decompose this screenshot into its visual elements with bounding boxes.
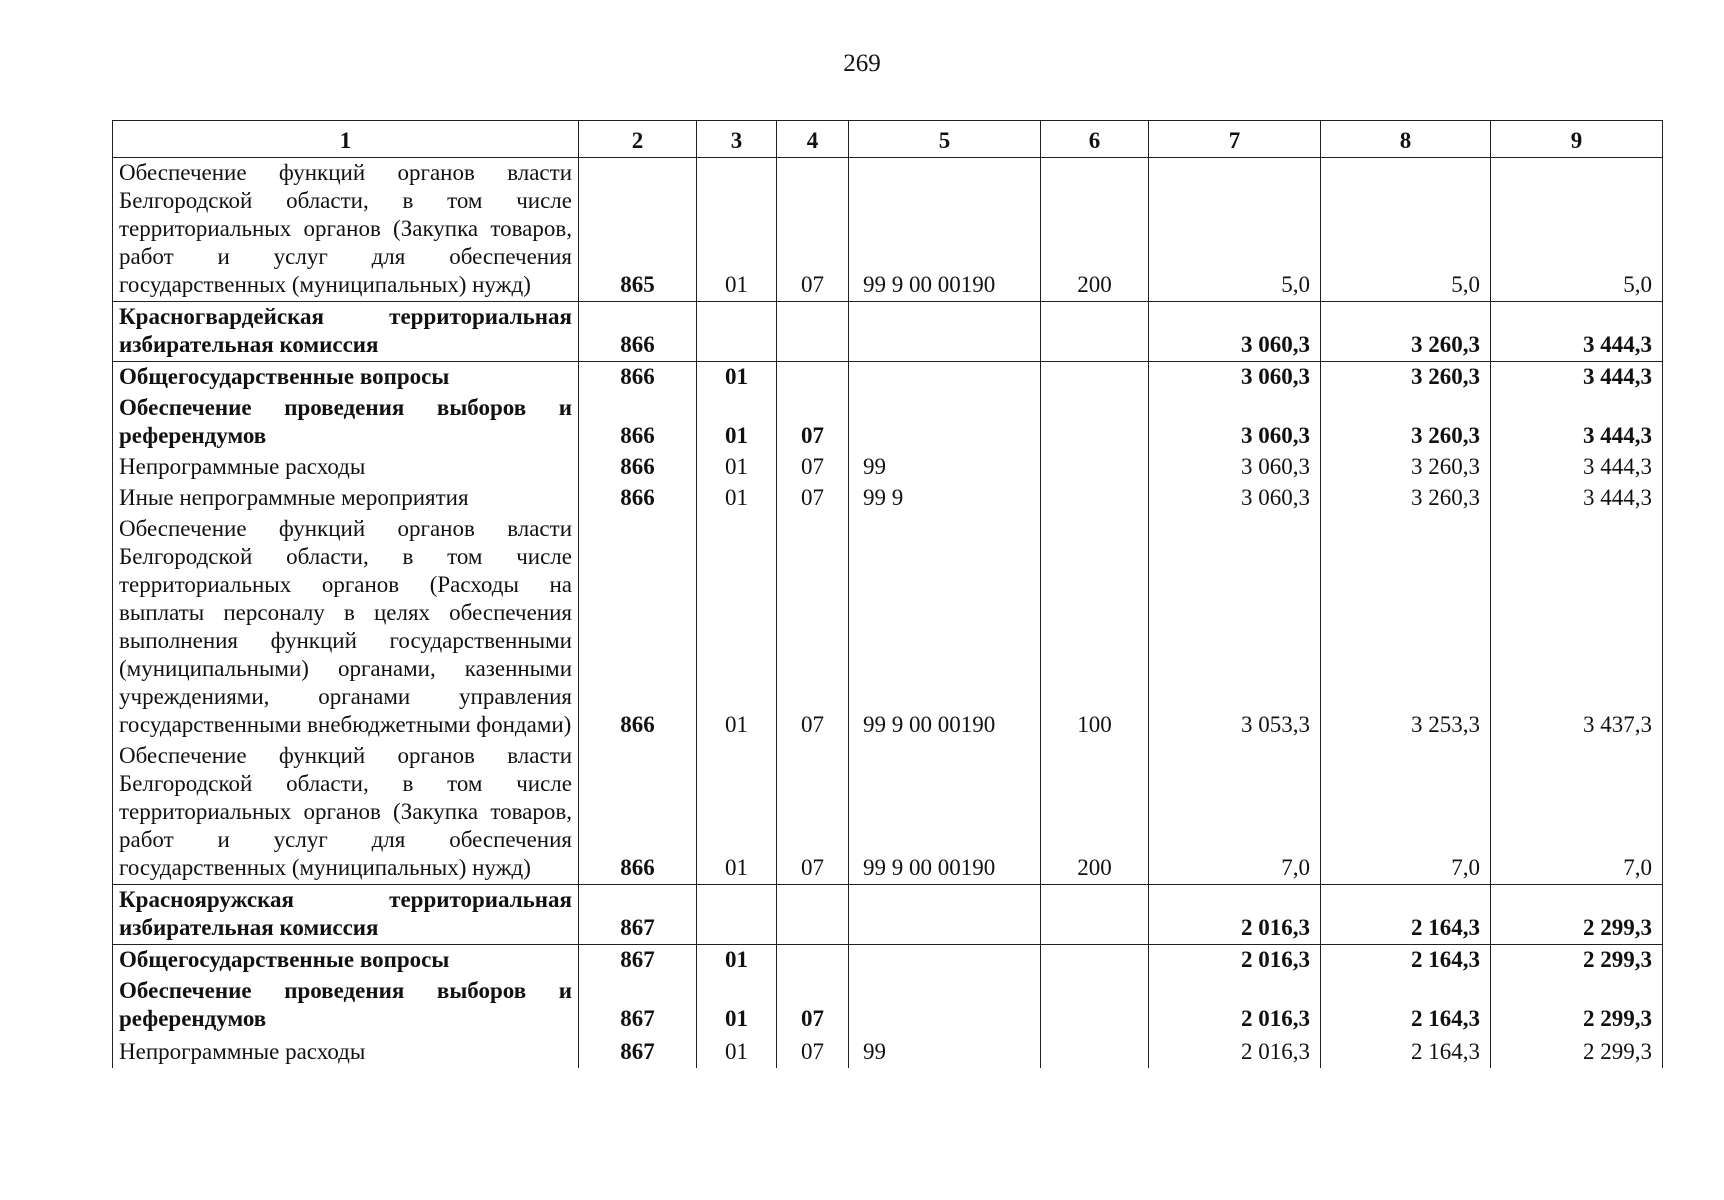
amount-col9: 3 444,3	[1491, 452, 1663, 483]
table-row	[113, 483, 1663, 514]
amount-col7: 3 060,3	[1149, 452, 1321, 483]
subsection-code: 07	[777, 741, 849, 885]
header-cell: 8	[1321, 121, 1491, 158]
row-name: Обеспечение проведения выборов и референдумов	[113, 393, 579, 452]
ministry-code: 867	[579, 976, 697, 1035]
header-cell: 6	[1041, 121, 1149, 158]
budget-table	[112, 120, 1663, 1068]
row-name: Общегосударственные вопросы	[113, 362, 579, 394]
budget-table-container	[112, 120, 1662, 1068]
table-row	[113, 362, 1663, 394]
ministry-code: 866	[579, 452, 697, 483]
target-article-code: 99 9 00 00190	[849, 741, 1041, 885]
amount-col7: 3 053,3	[1149, 514, 1321, 741]
expense-type-code	[1041, 885, 1149, 945]
section-code	[697, 885, 777, 945]
subsection-code	[777, 302, 849, 362]
ministry-code: 866	[579, 741, 697, 885]
row-name: Непрограммные расходы	[113, 1035, 579, 1068]
target-article-code	[849, 393, 1041, 452]
ministry-code: 866	[579, 483, 697, 514]
amount-col8: 3 260,3	[1321, 362, 1491, 394]
expense-type-code	[1041, 945, 1149, 977]
amount-col8: 7,0	[1321, 741, 1491, 885]
section-code: 01	[697, 483, 777, 514]
subsection-code	[777, 362, 849, 394]
table-row	[113, 976, 1663, 1035]
section-code: 01	[697, 1035, 777, 1068]
table-row	[113, 945, 1663, 977]
ministry-code: 866	[579, 514, 697, 741]
amount-col9: 3 444,3	[1491, 302, 1663, 362]
ministry-code: 867	[579, 945, 697, 977]
amount-col9: 3 437,3	[1491, 514, 1663, 741]
amount-col9: 7,0	[1491, 741, 1663, 885]
table-row	[113, 514, 1663, 741]
section-code: 01	[697, 514, 777, 741]
amount-col8: 2 164,3	[1321, 1035, 1491, 1068]
table-row	[113, 452, 1663, 483]
section-code: 01	[697, 158, 777, 302]
row-name: Обеспечение функций органов власти Белгородской области, в том числе территориальных органов (Расходы на выплаты персоналу в целях обеспечения выполнения функций государственными (муниципальными) органами, казенными учреждениями, органами управления государственными внебюджетными фондами)	[113, 514, 579, 741]
table-row	[113, 158, 1663, 302]
subsection-code: 07	[777, 158, 849, 302]
amount-col9: 3 444,3	[1491, 483, 1663, 514]
amount-col9: 2 299,3	[1491, 945, 1663, 977]
subsection-code	[777, 945, 849, 977]
target-article-code	[849, 302, 1041, 362]
header-cell: 7	[1149, 121, 1321, 158]
amount-col8: 2 164,3	[1321, 885, 1491, 945]
expense-type-code: 200	[1041, 158, 1149, 302]
row-name: Обеспечение функций органов власти Белгородской области, в том числе территориальных органов (Закупка товаров, работ и услуг для обеспечения государственных (муниципальных) нужд)	[113, 158, 579, 302]
row-name: Общегосударственные вопросы	[113, 945, 579, 977]
subsection-code	[777, 885, 849, 945]
expense-type-code	[1041, 452, 1149, 483]
section-code: 01	[697, 362, 777, 394]
row-name: Красногвардейская территориальная избирательная комиссия	[113, 302, 579, 362]
expense-type-code: 200	[1041, 741, 1149, 885]
amount-col8: 3 260,3	[1321, 302, 1491, 362]
expense-type-code	[1041, 1035, 1149, 1068]
amount-col9: 2 299,3	[1491, 885, 1663, 945]
amount-col7: 3 060,3	[1149, 483, 1321, 514]
subsection-code: 07	[777, 514, 849, 741]
section-code: 01	[697, 452, 777, 483]
amount-col8: 2 164,3	[1321, 976, 1491, 1035]
amount-col8: 3 253,3	[1321, 514, 1491, 741]
ministry-code: 867	[579, 885, 697, 945]
header-cell: 2	[579, 121, 697, 158]
subsection-code: 07	[777, 483, 849, 514]
expense-type-code	[1041, 362, 1149, 394]
amount-col7: 7,0	[1149, 741, 1321, 885]
amount-col7: 2 016,3	[1149, 1035, 1321, 1068]
table-row	[113, 302, 1663, 362]
amount-col8: 5,0	[1321, 158, 1491, 302]
target-article-code: 99 9	[849, 483, 1041, 514]
table-row	[113, 885, 1663, 945]
amount-col9: 3 444,3	[1491, 362, 1663, 394]
subsection-code: 07	[777, 393, 849, 452]
section-code: 01	[697, 741, 777, 885]
expense-type-code	[1041, 393, 1149, 452]
amount-col9: 3 444,3	[1491, 393, 1663, 452]
amount-col9: 5,0	[1491, 158, 1663, 302]
row-name: Непрограммные расходы	[113, 452, 579, 483]
expense-type-code	[1041, 483, 1149, 514]
amount-col7: 2 016,3	[1149, 976, 1321, 1035]
row-name: Обеспечение функций органов власти Белгородской области, в том числе территориальных органов (Закупка товаров, работ и услуг для обеспечения государственных (муниципальных) нужд)	[113, 741, 579, 885]
target-article-code	[849, 885, 1041, 945]
amount-col8: 2 164,3	[1321, 945, 1491, 977]
ministry-code: 866	[579, 393, 697, 452]
target-article-code	[849, 945, 1041, 977]
target-article-code: 99 9 00 00190	[849, 158, 1041, 302]
section-code	[697, 302, 777, 362]
expense-type-code	[1041, 976, 1149, 1035]
target-article-code: 99 9 00 00190	[849, 514, 1041, 741]
row-name: Обеспечение проведения выборов и референдумов	[113, 976, 579, 1035]
section-code: 01	[697, 945, 777, 977]
table-row	[113, 393, 1663, 452]
subsection-code: 07	[777, 452, 849, 483]
header-cell: 1	[113, 121, 579, 158]
header-row	[113, 121, 1663, 158]
amount-col9: 2 299,3	[1491, 1035, 1663, 1068]
header-cell: 4	[777, 121, 849, 158]
table-row	[113, 741, 1663, 885]
target-article-code: 99	[849, 452, 1041, 483]
amount-col8: 3 260,3	[1321, 393, 1491, 452]
page-number: 269	[843, 50, 881, 77]
section-code: 01	[697, 976, 777, 1035]
amount-col7: 5,0	[1149, 158, 1321, 302]
table-row	[113, 1035, 1663, 1068]
amount-col7: 3 060,3	[1149, 393, 1321, 452]
amount-col9: 2 299,3	[1491, 976, 1663, 1035]
ministry-code: 866	[579, 302, 697, 362]
expense-type-code	[1041, 302, 1149, 362]
expense-type-code: 100	[1041, 514, 1149, 741]
amount-col7: 3 060,3	[1149, 362, 1321, 394]
amount-col7: 2 016,3	[1149, 945, 1321, 977]
amount-col7: 2 016,3	[1149, 885, 1321, 945]
header-cell: 5	[849, 121, 1041, 158]
ministry-code: 866	[579, 362, 697, 394]
amount-col7: 3 060,3	[1149, 302, 1321, 362]
target-article-code	[849, 976, 1041, 1035]
row-name: Иные непрограммные мероприятия	[113, 483, 579, 514]
row-name: Краснояружская территориальная избирательная комиссия	[113, 885, 579, 945]
section-code: 01	[697, 393, 777, 452]
ministry-code: 865	[579, 158, 697, 302]
amount-col8: 3 260,3	[1321, 452, 1491, 483]
subsection-code: 07	[777, 976, 849, 1035]
target-article-code	[849, 362, 1041, 394]
target-article-code: 99	[849, 1035, 1041, 1068]
header-cell: 9	[1491, 121, 1663, 158]
subsection-code: 07	[777, 1035, 849, 1068]
ministry-code: 867	[579, 1035, 697, 1068]
amount-col8: 3 260,3	[1321, 483, 1491, 514]
header-cell: 3	[697, 121, 777, 158]
